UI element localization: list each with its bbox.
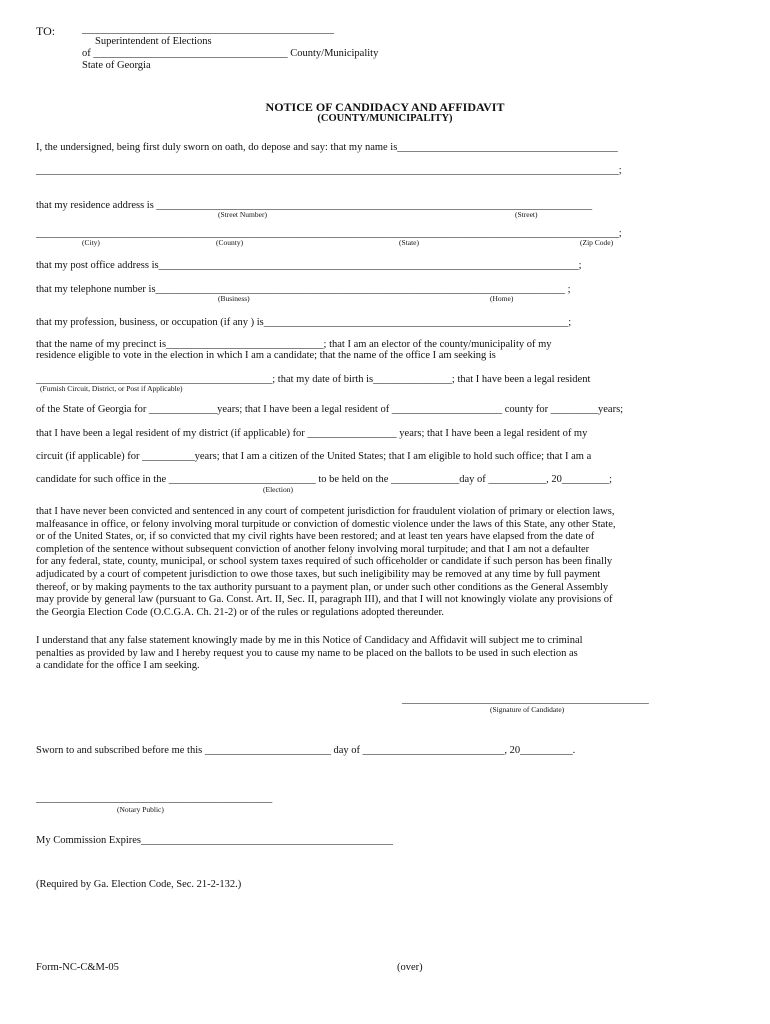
understanding-paragraph: I understand that any false statement knowingly made by me in this Notice of Candidacy and Affidavit will subject me to criminal penalties as provided by law and I hereby request you to cause my name to be placed on the ballots to be used in such election as a candidate for the office I am seeking. bbox=[36, 635, 583, 672]
election-caption: (Election) bbox=[263, 485, 293, 494]
state-residency-field[interactable]: of the State of Georgia for _____________years; that I have been a legal resident of _____________________ county for _________years; bbox=[36, 404, 624, 415]
home-phone-caption: (Home) bbox=[490, 294, 514, 303]
to-blank-line[interactable]: ________________________________________________ bbox=[82, 24, 334, 35]
zip-code-caption: (Zip Code) bbox=[580, 238, 614, 247]
to-label: TO: bbox=[36, 24, 56, 38]
page-subtitle: (COUNTY/MUNICIPALITY) bbox=[317, 113, 453, 124]
precinct-text-continued: residence eligible to vote in the election in which I am a candidate; that the name of the office I am seeking is bbox=[36, 350, 496, 361]
furnish-circuit-caption: (Furnish Circuit, District, or Post if Applicable) bbox=[40, 384, 183, 393]
notary-signature-line[interactable]: _____________________________________________ bbox=[36, 793, 273, 804]
state-caption: (State) bbox=[399, 238, 419, 247]
county-caption: (County) bbox=[216, 238, 244, 247]
sworn-subscribed-field[interactable]: Sworn to and subscribed before me this ________________________ day of ___________________________, 20__________. bbox=[36, 745, 576, 756]
telephone-field[interactable]: that my telephone number is______________________________________________________________________________ ; bbox=[36, 284, 571, 295]
form-id: Form-NC-C&M-05 bbox=[36, 962, 119, 973]
office-and-birth-date-field[interactable]: _____________________________________________; that my date of birth is_______________; that I have been a legal resident bbox=[36, 374, 591, 385]
precinct-field[interactable]: that the name of my precinct is______________________________; that I am an elector of the county/municipality of my bbox=[36, 339, 552, 350]
street-caption: (Street) bbox=[515, 210, 538, 219]
county-municipality-line[interactable]: of _____________________________________ County/Municipality bbox=[82, 48, 379, 59]
affidavit-paragraph: that I have never been convicted and sentenced in any court of competent jurisdiction for fraudulent violation of primary or election laws, malfeasance in office, or felony involving moral turpitude or conviction of domestic violence under the laws of this State, any other State, or of the United States, or, if so convicted that my civil rights have been restored; and at least ten years have elapsed from the date of completion of the sentence without subsequent conviction of another felony involving moral turpitude; and that I am not a defaulter for any federal, state, county, municipal, or school system taxes required of such officeholder or candidate if such person has been finally adjudicated by a court of competent jurisdiction to owe those taxes, but such ineligibility may be removed at any time by full payment thereof, or by making payments to the tax authority pursuant to a payment plan, or under such other conditions as the General Assembly may provide by general law (pursuant to Ga. Const. Art. II, Sec. II, paragraph III), and that I will not knowingly violate any provisions of the Georgia Election Code (O.C.G.A. Ch. 21-2) or of the rules or regulations adopted thereunder. bbox=[36, 506, 616, 618]
commission-expires-field[interactable]: My Commission Expires________________________________________________ bbox=[36, 835, 394, 846]
street-number-caption: (Street Number) bbox=[218, 210, 267, 219]
state-of-georgia: State of Georgia bbox=[82, 60, 151, 71]
residence-address-continued[interactable]: _______________________________________________________________________________________________________________; bbox=[36, 228, 622, 239]
post-office-address-field[interactable]: that my post office address is________________________________________________________________________________; bbox=[36, 260, 582, 271]
name-field[interactable]: I, the undersigned, being first duly sworn on oath, do depose and say: that my name is__________________________________________ bbox=[36, 142, 618, 153]
circuit-residency-field[interactable]: circuit (if applicable) for __________years; that I am a citizen of the United States; that I am eligible to hold such office; that I am a bbox=[36, 451, 592, 462]
business-phone-caption: (Business) bbox=[218, 294, 250, 303]
signature-caption: (Signature of Candidate) bbox=[490, 705, 565, 714]
district-residency-field[interactable]: that I have been a legal resident of my district (if applicable) for _________________ years; that I have been a legal resident of my bbox=[36, 428, 588, 439]
election-date-field[interactable]: candidate for such office in the ____________________________ to be held on the _____________day of ___________, 20_________; bbox=[36, 474, 613, 485]
notary-caption: (Notary Public) bbox=[117, 805, 164, 814]
page-title: NOTICE OF CANDIDACY AND AFFIDAVIT bbox=[265, 100, 505, 114]
over-note: (over) bbox=[397, 962, 423, 973]
residence-address-field[interactable]: that my residence address is ___________________________________________________________________________________ bbox=[36, 200, 593, 211]
profession-field[interactable]: that my profession, business, or occupation (if any ) is__________________________________________________________; bbox=[36, 317, 572, 328]
city-caption: (City) bbox=[82, 238, 100, 247]
required-by-code-note: (Required by Ga. Election Code, Sec. 21-2-132.) bbox=[36, 879, 242, 890]
name-field-continued[interactable]: _______________________________________________________________________________________________________________; bbox=[36, 165, 622, 176]
candidate-signature-line[interactable]: _______________________________________________ bbox=[402, 694, 649, 705]
superintendent-caption: Superintendent of Elections bbox=[95, 36, 212, 47]
